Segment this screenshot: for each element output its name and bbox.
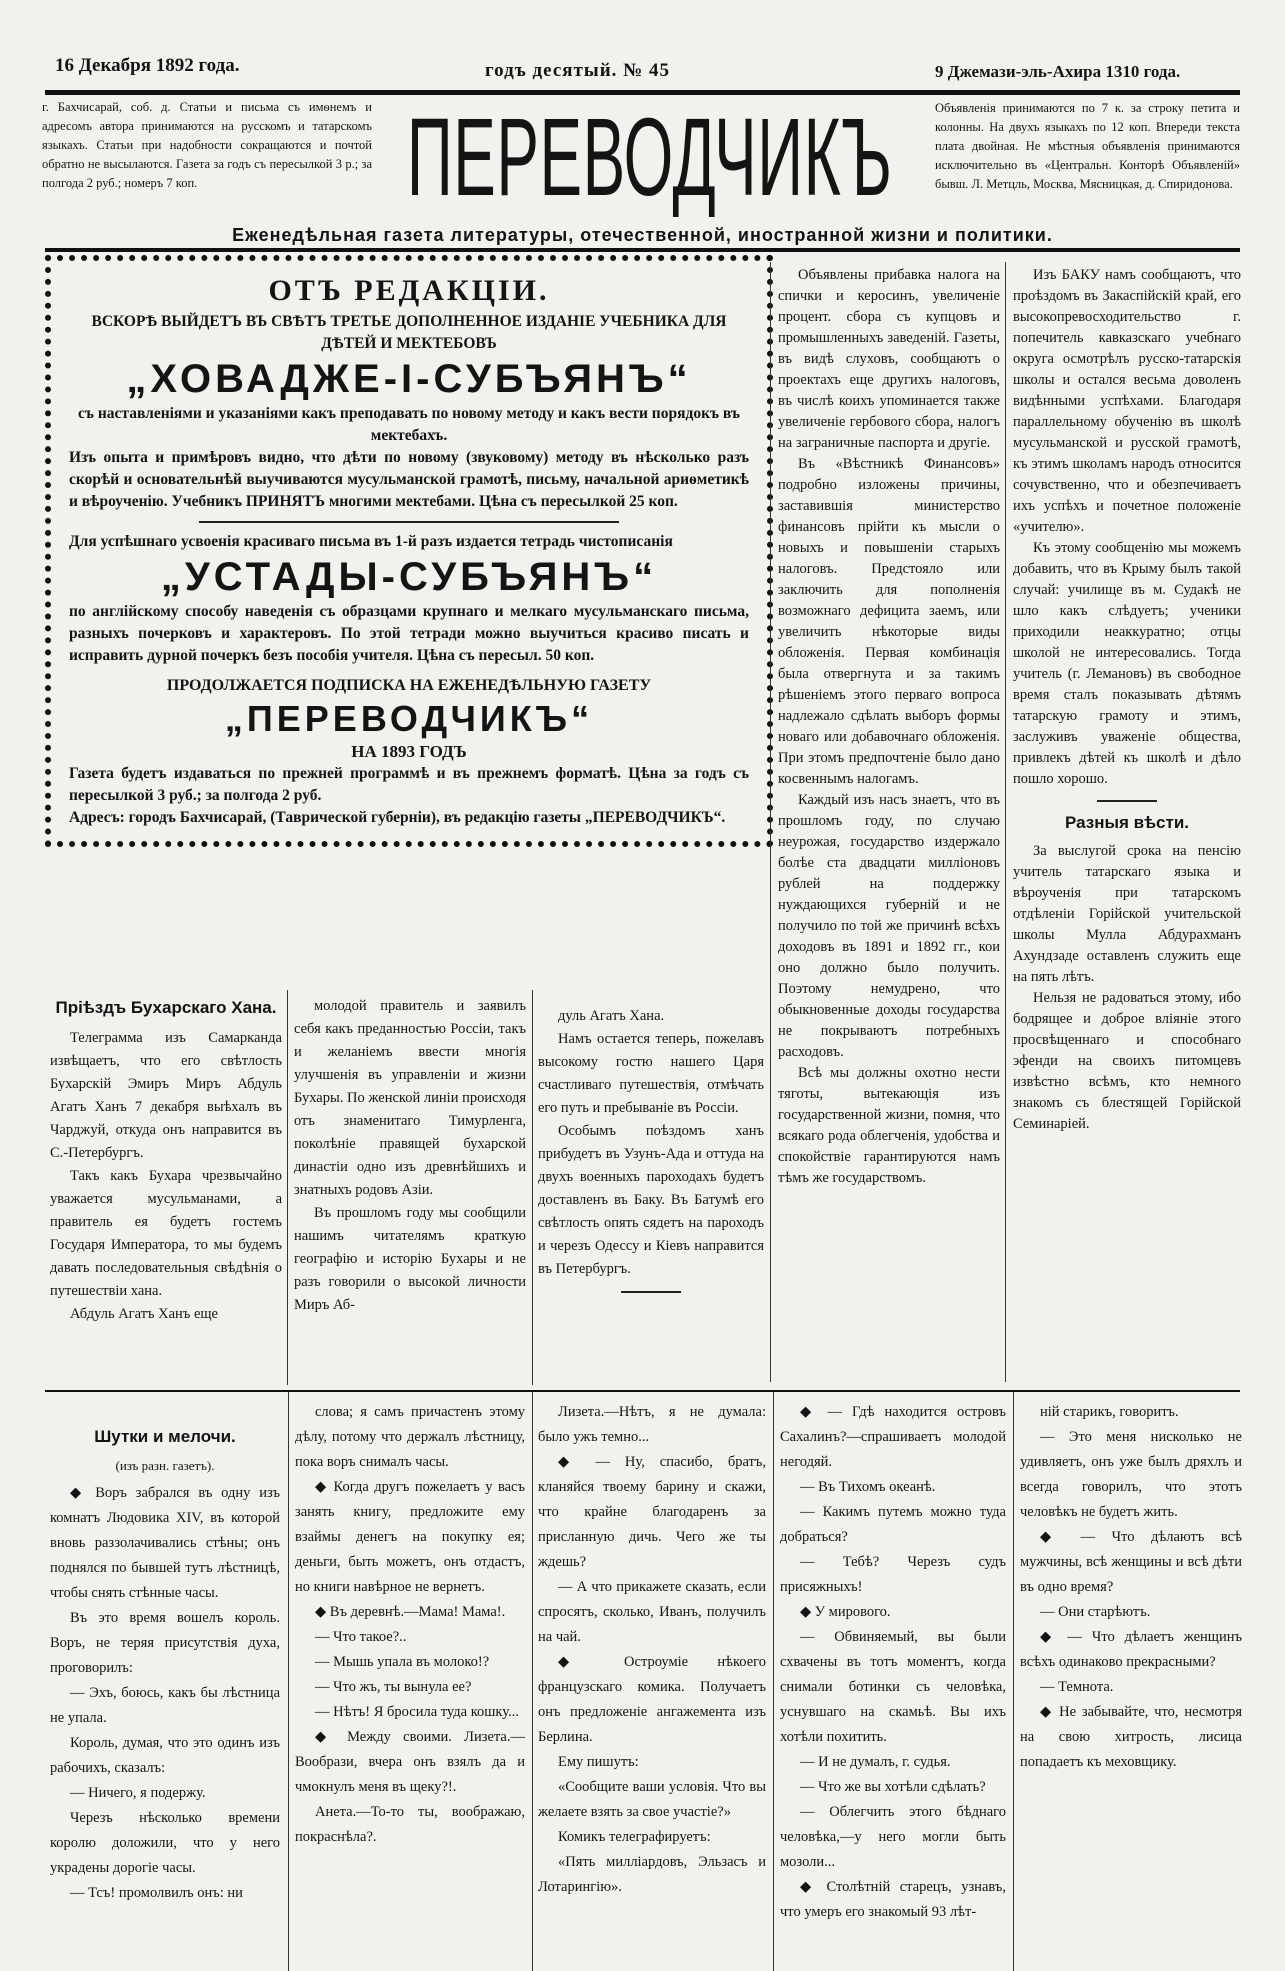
paragraph: «Сообщите ваши условія. Что вы желаете взять за свое участіе?»	[538, 1779, 766, 1820]
paragraph: ◆ — Ну, спасибо, братъ, кланяйся твоему барину и скажи, что крайне благодаренъ за присланную дичь. Чего же ты ждешь?	[538, 1454, 766, 1570]
book-1-text: Изъ опыта и примѣровъ видно, что дѣти по новому (звуковому) методу въ нѣсколько разъ скорѣй и основательнѣй выучиваются мусульманской грамотѣ, письму, начальной ариѳметикѣ и вѣроученію. Учебникъ ПРИНЯТЪ многими мектебами. Цѣна съ пересылкой 25 коп.	[69, 449, 749, 510]
subtitle: Еженедѣльная газета литературы, отечественной, иностранной жизни и политики.	[232, 225, 1053, 245]
subscription-heading: ПРОДОЛЖАЕТСЯ ПОДПИСКА НА ЕЖЕНЕДѢЛЬНУЮ ГАЗЕТУ	[166, 677, 652, 694]
paragraph: — Тсъ! промолвилъ онъ: ни	[70, 1885, 243, 1901]
paragraph: Анета.—То-то ты, воображаю, покраснѣла?.	[295, 1804, 525, 1845]
news-article	[1013, 841, 1241, 1135]
paragraph: Король, думая, что это одинъ изъ рабочихъ, сказалъ:	[50, 1735, 280, 1776]
paragraph: ◆ — Что дѣлаетъ женщинъ всѣхъ одинаково прекрасными?	[1020, 1629, 1242, 1670]
paragraph: Абдуль Агатъ Ханъ еще	[70, 1306, 218, 1322]
subscription-terms: Газета будетъ издаваться по прежней программѣ и въ прежнемъ форматѣ. Цѣна за годъ съ пересылкой 3 руб.; за полгода 2 руб.	[69, 765, 749, 804]
paragraph: Въ «Вѣстникѣ Финансовъ» подробно изложены причины, заставившія министерство финансовъ прійти къ мысли о новыхъ и повышеніи старыхъ налоговъ. Предстояло или заключить для пополненія возможнаго дефицита заемъ, или увеличить нѣкоторые виды обложенія. Первая комбинація была отвергнута и за такимъ рѣшеніемъ этого перваго вопроса надлежало сдѣлать выборъ формы новаго или добавочнаго обложенія. При этомъ предпочтеніе было дано косвеннымъ налогамъ.	[778, 456, 1000, 787]
paragraph: — Въ Тихомъ океанѣ.	[800, 1479, 936, 1495]
paragraph: ◆ Когда другъ пожелаетъ у васъ занять книгу, предложите ему взаймы денегъ на покупку ея; деньги, быть можетъ, онъ отдастъ, но книги навѣрное не вернетъ.	[295, 1479, 525, 1595]
paragraph: — Это меня нисколько не удивляетъ, онъ уже былъ дряхлъ и всегда говорилъ, что этотъ человѣкъ не будетъ жить.	[1020, 1429, 1242, 1520]
announcement-title: ОТЪ РЕДАКЦІИ.	[268, 274, 550, 307]
paragraph: — Что жъ, ты вынула ее?	[315, 1679, 472, 1695]
paragraph: — Мышь упала въ молоко!?	[315, 1654, 490, 1670]
paragraph: — А что прикажете сказать, если спросятъ, сколько, Иванъ, получилъ на чай.	[538, 1579, 766, 1645]
editorial-announcement-box	[45, 255, 773, 847]
khan-heading: Пріѣздъ Бухарскаго Хана.	[55, 998, 277, 1017]
masthead-title: ПЕРЕВОДЧИКЪ	[407, 96, 893, 219]
column-divider	[532, 1392, 533, 1971]
paragraph: ◆ — Что дѣлаютъ всѣ мужчины, всѣ женщины и всѣ дѣти въ одно время?	[1020, 1529, 1242, 1595]
column-jokes-3	[538, 1400, 766, 1900]
paragraph: ◆ У мирового.	[800, 1604, 891, 1620]
subtitle-rule	[45, 248, 1240, 252]
paragraph: Ему пишутъ:	[558, 1754, 639, 1770]
advertising-notice: Объявленія принимаются по 7 к. за строку петита и колонны. На двухъ языкахъ по 12 коп. Впереди текста плата двойная. Не мѣстныя объявленія принимаются исключительно въ «Центральн. Конторѣ Объявленій» бывш. Л. Метцль, Москва, Мясницкая, д. Спиридонова.	[935, 101, 1240, 191]
paragraph: ◆ Остроуміе нѣкоего французскаго комика. Получаетъ онъ предложеніе ангажемента изъ Берлина.	[538, 1654, 766, 1745]
column-khan-3	[538, 1005, 764, 1303]
paragraph: ◆ — Гдѣ находится островъ Сахалинъ?—спрашиваетъ молодой негодяй.	[780, 1404, 1006, 1470]
book-title-2: „УСТАДЫ-СУБЪЯНЪ“	[160, 555, 658, 599]
jokes-list	[50, 1481, 280, 1906]
column-jokes-2	[295, 1400, 525, 1850]
column-divider	[288, 1392, 289, 1971]
paragraph: Комикъ телеграфируетъ:	[558, 1829, 711, 1845]
column-jokes-4	[780, 1400, 1006, 1925]
paragraph: — Эхъ, боюсь, какъ бы лѣстница не упала.	[50, 1685, 280, 1726]
news-heading: Разныя вѣсти.	[1064, 813, 1189, 832]
paragraph: Изъ БАКУ намъ сообщаютъ, что проѣздомъ въ Закаспійскій край, его высокопревосходительство г. попечитель кавказскаго учебнаго округа осмотрѣлъ русско-татарскія школы и остался весьма доволенъ видѣнными успѣхами. Благодаря параллельному обученію въ школѣ мусульманской и русской грамотѣ, къ этимъ школамъ народъ относится сочувственно, что и обезпечиваетъ ихъ успѣхъ и почетное положеніе «учителю».	[1013, 267, 1241, 535]
article-separator	[1097, 800, 1157, 802]
baku-article	[1013, 265, 1241, 790]
paragraph: ній старикъ, говоритъ.	[1040, 1404, 1179, 1420]
paragraph: За выслугой срока на пенсію учитель татарскаго языка и вѣроученія при татарскомъ отдѣленіи Горійской учительской школы Мулла Абдурахманъ Ахундзаде оставленъ служить еще на пять лѣтъ.	[1013, 843, 1241, 985]
book-1-description: съ наставленіями и указаніями какъ преподавать по новому методу и какъ вести порядокъ въ мектебахъ.	[78, 405, 740, 444]
issue-number: годъ десятый. № 45	[485, 60, 670, 81]
paragraph: дуль Агатъ Хана.	[558, 1008, 665, 1024]
paragraph: Такъ какъ Бухара чрезвычайно уважается мусульманами, а правитель ея будетъ гостемъ Государя Императора, то мы будемъ давать последовательныя свѣдѣнія о путешествіи хана.	[50, 1168, 282, 1299]
column-divider	[773, 1392, 774, 1971]
column-khan-1	[50, 992, 282, 1326]
paragraph: Черезъ нѣсколько времени королю доложили, что у него украдены дорогіе часы.	[50, 1810, 280, 1876]
paragraph: — Обвиняемый, вы были схвачены въ тотъ моментъ, когда снимали ботинки съ человѣка, уснувшаго на скамьѣ. Вы ихъ хотѣли похитить.	[780, 1629, 1006, 1745]
paragraph: — Какимъ путемъ можно туда добраться?	[780, 1504, 1006, 1545]
column-jokes-5	[1020, 1400, 1242, 1775]
paragraph: Нельзя не радоваться этому, ибо бодрящее и доброе вліяніе этого просвѣщеннаго и способнаго эфенди на своихъ питомцевъ извѣстно всѣмъ, кто немного знакомъ съ блестящей Горійской Семинаріей.	[1013, 990, 1241, 1132]
column-divider	[287, 990, 288, 1385]
paragraph: — Тебѣ? Черезъ судъ присяжныхъ!	[780, 1554, 1006, 1595]
paragraph: ◆ Не забывайте, что, несмотря на свою хитрость, лисица попадаетъ къ меховщику.	[1020, 1704, 1242, 1770]
column-divider	[770, 262, 771, 1382]
paragraph: Намъ остается теперь, пожелавъ высокому гостю нашего Царя счастливаго путешествія, отмѣчать его путь и пребываніе въ Россіи.	[538, 1031, 764, 1116]
ornament-divider	[199, 521, 619, 523]
paragraph: — Что такое?..	[315, 1629, 407, 1645]
column-baku	[1013, 265, 1241, 1135]
paragraph: — Облегчить этого бѣднаго человѣка,—у него могли быть мозоли...	[780, 1804, 1006, 1870]
paragraph: ◆ Въ деревнѣ.—Мама! Мама!.	[315, 1604, 506, 1620]
paragraph: Особымъ поѣздомъ ханъ прибудетъ въ Узунъ-Ада и оттуда на двухъ военныхъ пароходахъ будетъ доставленъ въ Баку. Въ Батумѣ его свѣтлость опять сядетъ на пароходъ и черезъ Одессу и Кіевъ направится въ Петербургъ.	[538, 1123, 764, 1277]
khan-article-1	[50, 1027, 282, 1326]
column-divider	[1005, 262, 1006, 1382]
paragraph: Въ это время вошелъ король. Воръ, не теряя присутствія духа, проговорилъ:	[50, 1610, 280, 1676]
paragraph: слова; я самъ причастенъ этому дѣлу, потому что держалъ лѣстницу, пока воръ снималъ часы.	[295, 1404, 525, 1470]
article-separator	[621, 1291, 681, 1293]
address: Адресъ: городъ Бахчисарай, (Таврической губерніи), въ редакцію газеты „ПЕРЕВОДЧИКЪ“.	[69, 809, 726, 826]
paragraph: Телеграмма изъ Самарканда извѣщаетъ, что его свѣтлость Бухарскій Эмиръ Миръ Абдуль Агатъ Ханъ 7 декабря выѣхалъ въ Чарджуй, откуда онъ направится въ С.-Петербургъ.	[50, 1030, 282, 1161]
paragraph: Къ этому сообщенію мы можемъ добавить, что въ Крыму былъ такой случай: училище въ м. Судакѣ не шло какъ слѣдуетъ; ученики приходили неаккуратно; отцы школой не интересовались. Тогда учитель (г. Лемановъ) въ свободное время сталъ показывать дѣтямъ татарскую грамоту и этимъ, заслуживъ уваженіе общества, привлекъ дѣтей къ школѣ и дѣло пошло хорошо.	[1013, 540, 1241, 787]
column-taxes	[778, 265, 1000, 1189]
paragraph: ◆ Между своими. Лизета.—Вообрази, вчера онъ взялъ да и чмокнулъ меня въ щеку?!.	[295, 1729, 525, 1795]
column-divider	[532, 990, 533, 1385]
paragraph: ◆ Воръ забрался въ одну изъ комнатъ Людовика XIV, въ которой вновь раззолачивались стѣны; онъ поднялся по бывшей тутъ лѣстницѣ, чтобы снять стѣнные часы.	[50, 1485, 280, 1601]
editorial-notice: г. Бахчисарай, соб. д. Статьи и письма съ имѳнемъ и адресомъ автора принимаются на русскомъ и татарскомъ языкахъ. Статьи при надобности сокращаются и почтой обратно не высылаются. Газета за годъ съ пересылкой 3 р.; за полгода 2 руб.; номеръ 7 коп.	[42, 100, 372, 190]
paragraph: — Что же вы хотѣли сдѣлать?	[800, 1779, 986, 1795]
khan-article-3	[538, 1005, 764, 1281]
issue-date: 16 Декабря 1892 года.	[55, 55, 240, 76]
masthead	[385, 95, 915, 220]
paragraph: «Пять милліардовъ, Эльзасъ и Лотарингію».	[538, 1854, 766, 1895]
jokes-heading: Шутки и мелочи.	[94, 1427, 236, 1446]
paragraph: Всѣ мы должны охотно нести тяготы, вытекающія изъ государственной жизни, помня, что всякаго рода облегченія, удобства и спокойствіе гарантируются намъ тѣмъ же государствомъ.	[778, 1065, 1000, 1186]
column-khan-2	[294, 995, 526, 1317]
paragraph: ◆ Столѣтній старецъ, узнавъ, что умеръ его знакомый 93 лѣт-	[780, 1879, 1006, 1920]
paragraph: — И не думалъ, г. судья.	[800, 1754, 951, 1770]
paragraph: Лизета.—Нѣтъ, я не думала: было ужъ темно...	[538, 1404, 766, 1445]
book-2-intro: Для успѣшнаго усвоенія красиваго письма въ 1-й разъ издается тетрадь чистописанія	[69, 533, 673, 550]
paragraph: Каждый изъ насъ знаетъ, что въ прошломъ году, по случаю неурожая, государство издержало болѣе ста двадцати милліоновъ рублей на поддержку нуждающихся губерній и не получило по той же причинѣ всѣхъ доходовъ въ 1891 и 1892 гг., кои оно должно было получить. Поэтому немудрено, что обыкновенные доходы государства не покрываютъ потребныхъ расходовъ.	[778, 792, 1000, 1060]
jokes-source: (изъ разн. газетъ).	[115, 1458, 215, 1473]
column-jokes-1	[50, 1420, 280, 1906]
section-rule	[45, 1390, 1240, 1392]
paragraph: молодой правитель и заявилъ себя какъ преданностью Россіи, такъ и желаніемъ ввести многія улучшенія въ управленіи и жизни Бухары. По женской линіи происходя отъ знаменитаго Тимурленга, поколѣніе правящей бухарской династіи одно изъ древнѣйшихъ и знатныхъ родовъ Азіи.	[294, 998, 526, 1198]
paragraph: Объявлены прибавка налога на спички и керосинъ, увеличеніе процент. сбора съ купцовъ и промышленныхъ заведеній. Газеты, въ видѣ слуховъ, сообщаютъ о проектахъ еще другихъ налоговъ, въ числѣ коихъ упоминается также увеличеніе гербового сбора, налогъ на заграничные паспорта и другіе.	[778, 267, 1000, 451]
hijri-date: 9 Джемази-эль-Ахира 1310 года.	[935, 62, 1181, 81]
column-divider	[1013, 1392, 1014, 1971]
book-2-text: по англійскому способу наведенія съ образцами крупнаго и мелкаго мусульманскаго письма, разныхъ почерковъ и характеровъ. По этой тетради можно выучиться красиво писать и исправить дурной почеркъ безъ пособія учителя. Цѣна съ пересыл. 50 коп.	[69, 603, 749, 664]
announcement-intro: ВСКОРѢ ВЫЙДЕТЪ ВЪ СВѢТЪ ТРЕТЬЕ ДОПОЛНЕННОЕ ИЗДАНІЕ УЧЕБНИКА ДЛЯ ДѢТЕЙ И МЕКТЕБОВЪ	[91, 313, 727, 352]
paragraph: — Темнота.	[1040, 1679, 1114, 1695]
paragraph: — Они старѣютъ.	[1040, 1604, 1151, 1620]
book-title-1: „ХОВАДЖЕ-І-СУБЪЯНЪ“	[126, 357, 692, 401]
subscription-year: НА 1893 ГОДЪ	[351, 742, 467, 761]
paragraph: Въ прошломъ году мы сообщили нашимъ читателямъ краткую географію и исторію Бухары и не разъ говорили о высокой личности Миръ Аб-	[294, 1205, 526, 1313]
paragraph: — Ничего, я подержу.	[70, 1785, 206, 1801]
paper-name: „ПЕРЕВОДЧИКЪ“	[224, 698, 594, 739]
paragraph: — Нѣтъ! Я бросила туда кошку...	[315, 1704, 519, 1720]
